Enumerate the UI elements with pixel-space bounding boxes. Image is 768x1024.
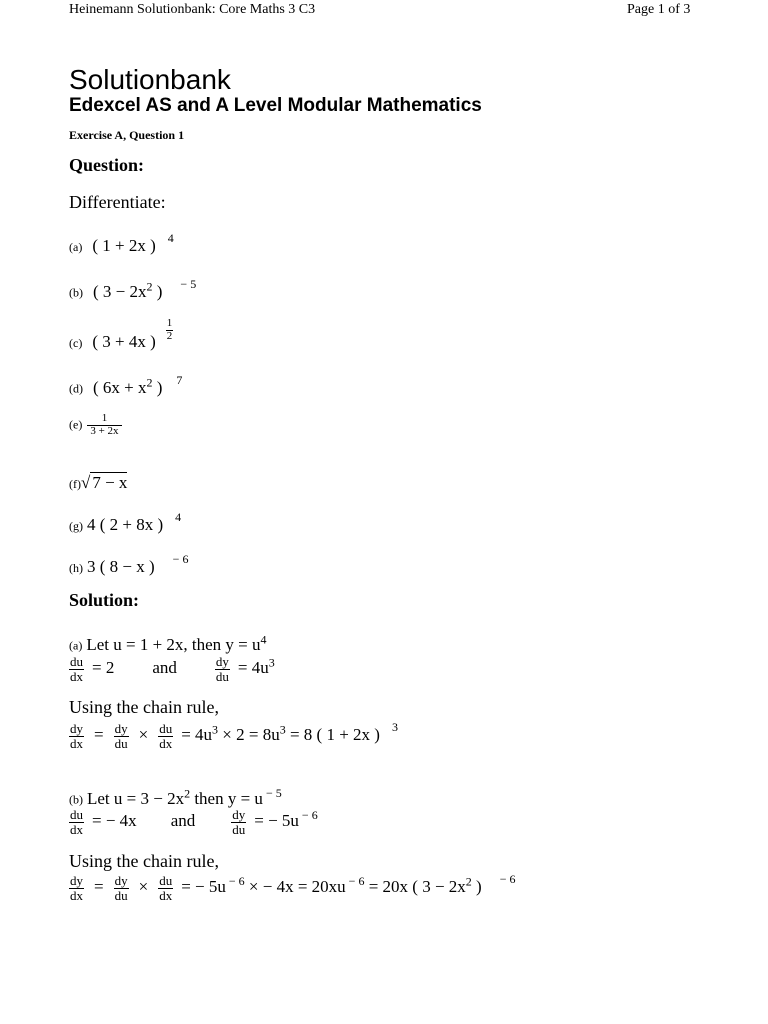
solution-tag: (b) xyxy=(69,792,83,807)
question-part-h xyxy=(69,552,189,577)
part-expression: ( $6x + x^2$ ) xyxy=(93,375,163,397)
equals-sign: = xyxy=(94,876,104,896)
derivative-value: = $4u^3$ xyxy=(237,655,275,677)
question-part-e xyxy=(69,413,122,437)
chain-rule-label-a: Using the chain rule, xyxy=(69,697,219,717)
fraction-du-dx: $\frac{du}{dx}$ xyxy=(159,873,173,903)
part-tag: (e) xyxy=(69,417,83,432)
fraction-dy-du: $\frac{dy}{du}$ xyxy=(232,807,246,837)
header-page-number: Page 1 of 3 xyxy=(627,2,691,17)
part-expression: ( 3 + 4x ) xyxy=(92,332,156,351)
solution-b-derivatives xyxy=(69,808,318,836)
solution-heading: Solution: xyxy=(69,590,140,610)
result-power: − 6 xyxy=(499,871,516,886)
derivative-value: = 2 xyxy=(92,657,115,677)
question-part-b xyxy=(69,276,197,302)
part-tag: (d) xyxy=(69,381,83,396)
fraction-du-dx: $\frac{du}{dx}$ xyxy=(159,721,173,751)
fraction-dy-dx: $\frac{dy}{dx}$ xyxy=(70,721,83,751)
question-part-g xyxy=(69,510,182,535)
fraction-dy-du: $\frac{dy}{du}$ xyxy=(215,654,229,684)
header-source: Heinemann Solutionbank: Core Maths 3 C3 xyxy=(69,2,316,17)
part-power: − 5 xyxy=(180,276,197,291)
fraction-dy-dx: $\frac{dy}{dx}$ xyxy=(70,873,83,903)
solution-a-chain xyxy=(69,719,398,751)
fraction-dy-du: $\frac{dy}{du}$ xyxy=(114,873,128,903)
part-power: 7 xyxy=(176,372,183,387)
part-expression: 3 ( 8 − x ) xyxy=(87,557,155,576)
equals-sign: = xyxy=(94,724,104,744)
derivative-value: = − 4x xyxy=(92,810,137,830)
part-fraction: $\frac{1}{3 + 2x}$ xyxy=(87,413,121,437)
page-subtitle: Edexcel AS and A Level Modular Mathematics xyxy=(69,95,482,116)
chain-rule-label-b: Using the chain rule, xyxy=(69,851,219,871)
times-sign: × xyxy=(138,876,149,896)
page-title: Solutionbank xyxy=(69,64,231,95)
part-expression: 4 ( 2 + 8x ) xyxy=(87,515,164,534)
part-tag: (h) xyxy=(69,561,83,575)
solution-a-derivatives xyxy=(69,655,275,683)
part-power-fraction: $\frac{1}{2}$ xyxy=(166,317,173,342)
question-instruction: Differentiate: xyxy=(69,192,166,212)
and-word: and xyxy=(170,810,196,830)
question-heading: Question: xyxy=(69,155,145,175)
part-tag: (b) xyxy=(69,285,83,300)
question-part-f xyxy=(69,472,127,493)
question-part-a xyxy=(69,231,174,256)
chain-result: = $4u^3 \times 2 = 8u^3 = 8$ ( 1 + 2x ) xyxy=(181,722,380,744)
fraction-du-dx: $\frac{du}{dx}$ xyxy=(70,807,83,837)
question-part-c xyxy=(69,317,173,351)
solution-text: Let u = 1 + 2x, then $y = u^4$ xyxy=(86,632,267,654)
chain-result: = − 5u $^{- 6}$ × − 4x = 20xu $^{- 6}$ = 20x ( $3 - 2x^2$ ) xyxy=(181,874,482,896)
part-power: 4 xyxy=(175,510,182,524)
part-expression: ( $3 - 2x^2$ ) xyxy=(93,279,163,301)
fraction-dy-du: $\frac{dy}{du}$ xyxy=(114,721,128,751)
solution-a-intro xyxy=(69,632,267,655)
solution-b-chain xyxy=(69,871,516,903)
part-tag: (c) xyxy=(69,336,83,350)
part-radicand: 7 − x xyxy=(92,473,128,492)
solution-text: Let $u = 3 - 2x^2$ then y = u $^{- 5}$ xyxy=(87,786,282,808)
part-tag: (f) xyxy=(69,477,81,491)
part-tag: (a) xyxy=(69,240,83,254)
sqrt-symbol: √ xyxy=(81,473,91,492)
question-part-d xyxy=(69,372,183,398)
part-tag: (g) xyxy=(69,519,83,533)
times-sign: × xyxy=(138,724,149,744)
derivative-value: = − 5u $^{- 6}$ xyxy=(254,808,318,830)
and-word: and xyxy=(152,657,177,677)
solution-b-intro xyxy=(69,786,282,809)
part-expression: ( 1 + 2x ) xyxy=(92,236,156,255)
exercise-label: Exercise A, Question 1 xyxy=(69,128,185,142)
solution-tag: (a) xyxy=(69,638,83,653)
fraction-du-dx: $\frac{du}{dx}$ xyxy=(70,654,83,684)
result-power: 3 xyxy=(391,719,398,734)
part-power: 4 xyxy=(167,231,174,245)
part-power: − 6 xyxy=(172,552,189,566)
